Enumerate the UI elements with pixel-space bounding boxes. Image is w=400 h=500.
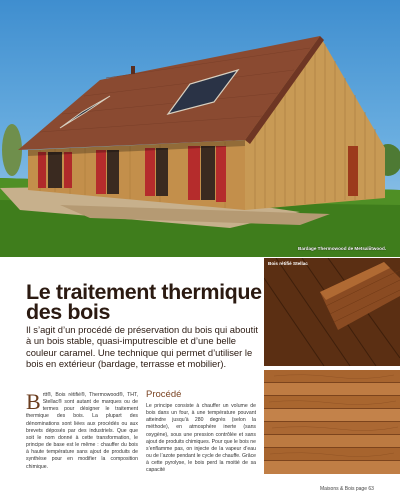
photo-credit: Bardage Thermowood de Metsaliitwood. (298, 246, 387, 251)
wood-planks-image (264, 258, 400, 366)
wood-boards-image (264, 370, 400, 474)
column-1-text: rtt®, Bois rétifié®, Thermowood®, THT, Stellac® sont autant de marques ou de termes pour désigner le traitement thermique des bois. La plupart des dénominations sont liées aux procédés ou aux brevets déposés par des industriels. Que que soit le nom donné à cette transformation, le principe de base est le même : chauffer du bois à haute température sans ajout de produits de synthèse pour en modifier la composition chimique. (26, 392, 138, 470)
body-column-2: Le principe consiste à chauffer un volume de bois dans un four, à une température pouvant atteindre jusqu’à 280 degrés (selon la méthode), en atmosphère inerte (sans oxygène), sous une pression contrôlée et sans ajout de produits chimiques. Pour que le bois ne s’enflamme pas, on injecte de la vapeur d’eau ou de l’azote pendant le cycle de chauffe. Grâce à cette pyrolyse, le bois perd la moitié de sa capacité (146, 403, 256, 474)
body-column-1 (26, 389, 138, 471)
article-title: Le traitement thermique des bois (26, 280, 262, 324)
drop-cap: B (26, 389, 41, 414)
article-lead: Il s’agit d’un procédé de préservation du bois qui aboutit à un bois stable, quasi-imputrescible et d’une belle couleur caramel. Une technique qui permet d’utiliser le bois en extérieur (bardage, terrasse et mobilier). (26, 324, 258, 370)
section-heading: Procédé (146, 389, 182, 400)
photo-caption: Bois rétifié Stellac (268, 261, 308, 266)
wood-planks-photo (264, 258, 400, 366)
wood-boards-photo (264, 370, 400, 474)
page-footer: Maisons & Bois page 63 (320, 486, 374, 492)
